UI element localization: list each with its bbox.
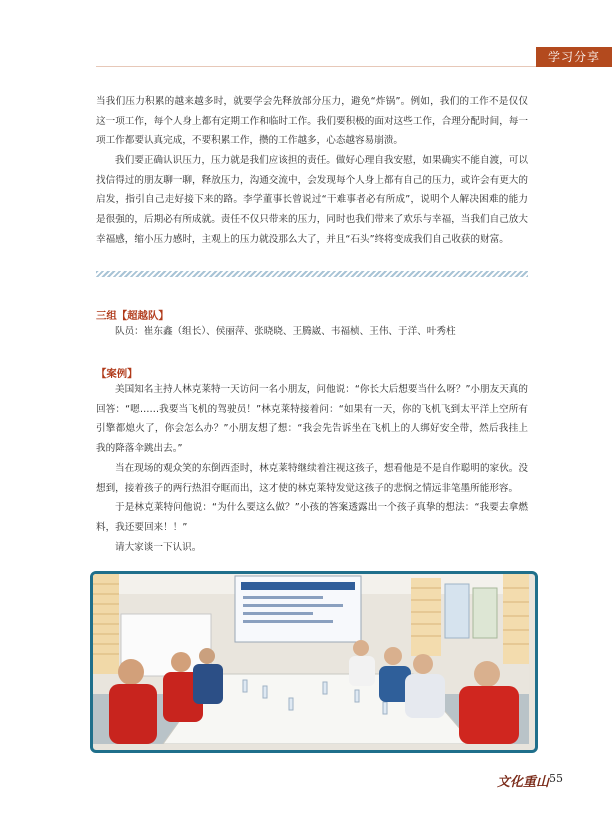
- page-number: 55: [549, 772, 563, 785]
- meeting-photo-illustration: [93, 574, 529, 744]
- section-divider: [96, 271, 528, 277]
- case-paragraph-2: 当在现场的观众笑的东倒西歪时，林克莱特继续着注视这孩子，想看他是不是自作聪明的家伙。没想到，接着孩子的两行热泪夺眶而出，这才使的林克莱特发觉这孩子的悲悯之情远非笔墨所能形容。: [96, 463, 528, 494]
- case-paragraph-4: 请大家谈一下认识。: [115, 542, 202, 553]
- case-label: 【案例】: [96, 368, 138, 380]
- group-title: 三组【超越队】: [96, 310, 169, 322]
- header-rule: [96, 66, 536, 67]
- intro-paragraph-2: 我们要正确认识压力，压力就是我们应该担的责任。做好心理自我安慰，如果确实不能自渡，可以找信得过的朋友聊一聊，释放压力，沟通交流中，会发现每个人身上都有自己的压力，或许会有更大的启发，指引自己走好接下来的路。李学董事长曾说过“干难事者必有所成”，说明个人解决困难的能力是很强的，后期必有所成就。责任不仅只带来的压力，同时也我们带来了欢乐与幸福，当我们自己放大幸福感，缩小压力感时，主观上的压力就没那么大了，并且“石头”终将变成我们自己收获的财富。: [96, 155, 528, 245]
- case-paragraph-3: 于是林克莱特问他说：“为什么要这么做？”小孩的答案透露出一个孩子真挚的想法：“我要去拿燃料，我还要回来！！”: [96, 502, 528, 533]
- case-paragraph-1: 美国知名主持人林克莱特一天访问一名小朋友，问他说：“你长大后想要当什么呀？”小朋友天真的回答：“嗯……我要当飞机的驾驶员！”林克莱特接着问：“如果有一天，你的飞机飞到太平洋上空所有引擎都熄火了，你会怎么办？”小朋友想了想：“我会先告诉坐在飞机上的人绑好安全带，然后我挂上我的降落伞跳出去。”: [96, 384, 528, 455]
- magazine-logo: 文化重山: [497, 775, 550, 790]
- meeting-photo: [90, 571, 538, 753]
- section-tag: 学习分享: [536, 47, 612, 67]
- group-members: 队员：崔东鑫（组长）、侯丽萍、张晓晓、王腾崴、韦福桢、王伟、于洋、叶秀柱: [115, 326, 456, 337]
- intro-paragraph-1: 当我们压力积累的越来越多时，就要学会先释放部分压力，避免“炸锅”。例如，我们的工作不是仅仅这一项工作，每个人身上都有定期工作和临时工作。我们要积极的面对这些工作，合理分配时间，每一项工作都要认真完成，不要积累工作，攒的工作越多，心态越容易崩溃。: [96, 96, 528, 147]
